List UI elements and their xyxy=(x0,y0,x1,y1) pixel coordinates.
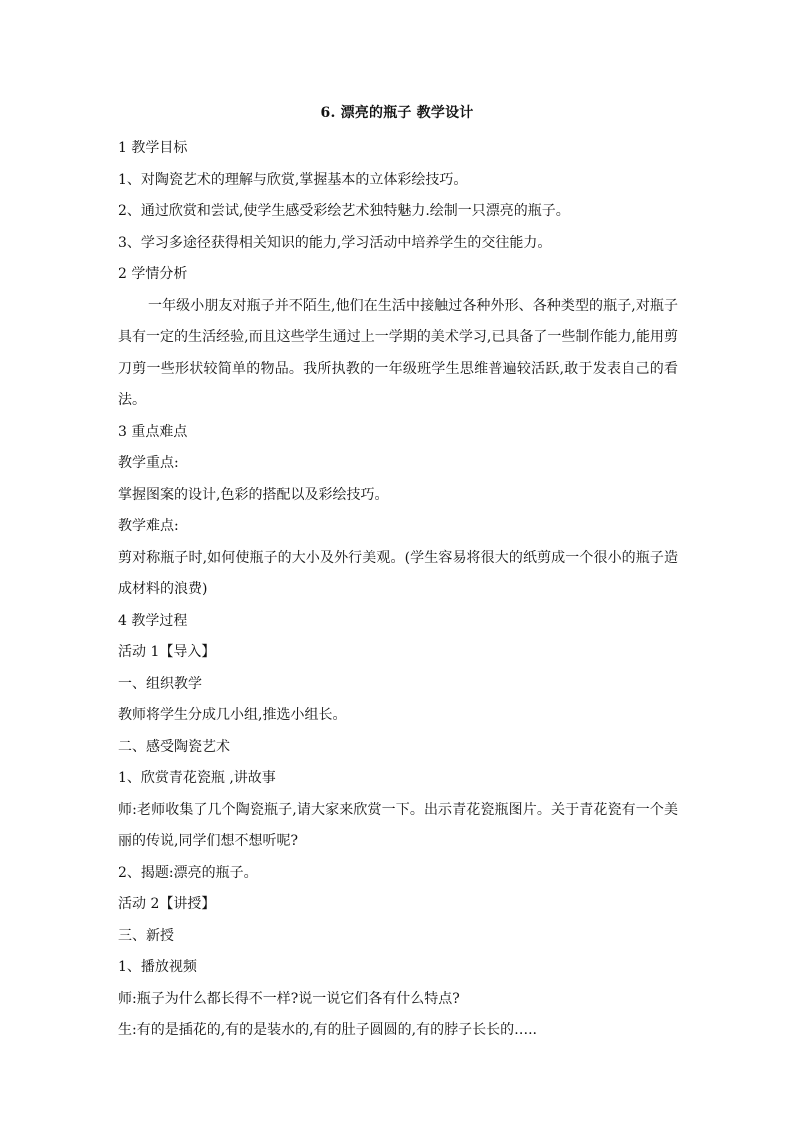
step-feel-ceramics: 二、感受陶瓷艺术 xyxy=(118,738,230,755)
section-heading-key-points: 3 重点难点 xyxy=(118,423,188,440)
key-point-label: 教学重点: xyxy=(118,455,179,471)
teacher-dialogue-1: 师:老师收集了几个陶瓷瓶子,请大家来欣赏一下。出示青花瓷瓶图片。关于青花瓷有一个美丽的传说,同学们想不想听呢? xyxy=(118,801,678,849)
objective-item-1: 1、对陶瓷艺术的理解与欣赏,掌握基本的立体彩绘技巧。 xyxy=(118,171,468,188)
section-heading-objectives: 1 教学目标 xyxy=(118,140,188,156)
activity-2-heading: 活动 2【讲授】 xyxy=(118,896,216,912)
step-new-lesson: 三、新授 xyxy=(118,927,174,944)
document-body xyxy=(118,133,678,1047)
step-reveal-topic: 2、揭题:漂亮的瓶子。 xyxy=(118,864,258,881)
objective-item-3: 3、学习多途径获得相关知识的能力,学习活动中培养学生的交往能力。 xyxy=(118,234,552,251)
document-title: 6. 漂亮的瓶子 教学设计 xyxy=(320,105,474,121)
difficulty-label: 教学难点: xyxy=(118,518,179,534)
step-organize-text: 教师将学生分成几小组,推选小组长。 xyxy=(118,707,347,723)
step-appreciate-vase: 1、欣赏青花瓷瓶 ,讲故事 xyxy=(118,770,276,786)
student-dialogue: 生:有的是插花的,有的是装水的,有的肚子圆圆的,有的脖子长长的….. xyxy=(118,1022,537,1038)
objective-item-2: 2、通过欣赏和尝试,使学生感受彩绘艺术独特魅力.绘制一只漂亮的瓶子。 xyxy=(118,203,570,219)
difficulty-text: 剪对称瓶子时,如何使瓶子的大小及外行美观。(学生容易将很大的纸剪成一个很小的瓶子造成材料的浪费) xyxy=(118,549,678,597)
activity-1-heading: 活动 1【导入】 xyxy=(118,644,216,660)
step-play-video: 1、播放视频 xyxy=(118,959,197,975)
section-heading-process: 4 教学过程 xyxy=(118,612,188,629)
section-heading-analysis: 2 学情分析 xyxy=(118,266,188,282)
teacher-dialogue-2: 师:瓶子为什么都长得不一样?说一说它们各有什么特点? xyxy=(118,990,460,1007)
key-point-text: 掌握图案的设计,色彩的搭配以及彩绘技巧。 xyxy=(118,486,389,503)
step-organize-teaching: 一、组织教学 xyxy=(118,675,202,692)
analysis-paragraph: 一年级小朋友对瓶子并不陌生,他们在生活中接触过各种外形、各种类型的瓶子,对瓶子具有一定的生活经验,而且这些学生通过上一学期的美术学习,已具备了一些制作能力,能用剪刀剪一些形状较简单的物品。我所执教的一年级班学生思维普遍较活跃,敢于发表自己的看法。 xyxy=(118,297,678,408)
